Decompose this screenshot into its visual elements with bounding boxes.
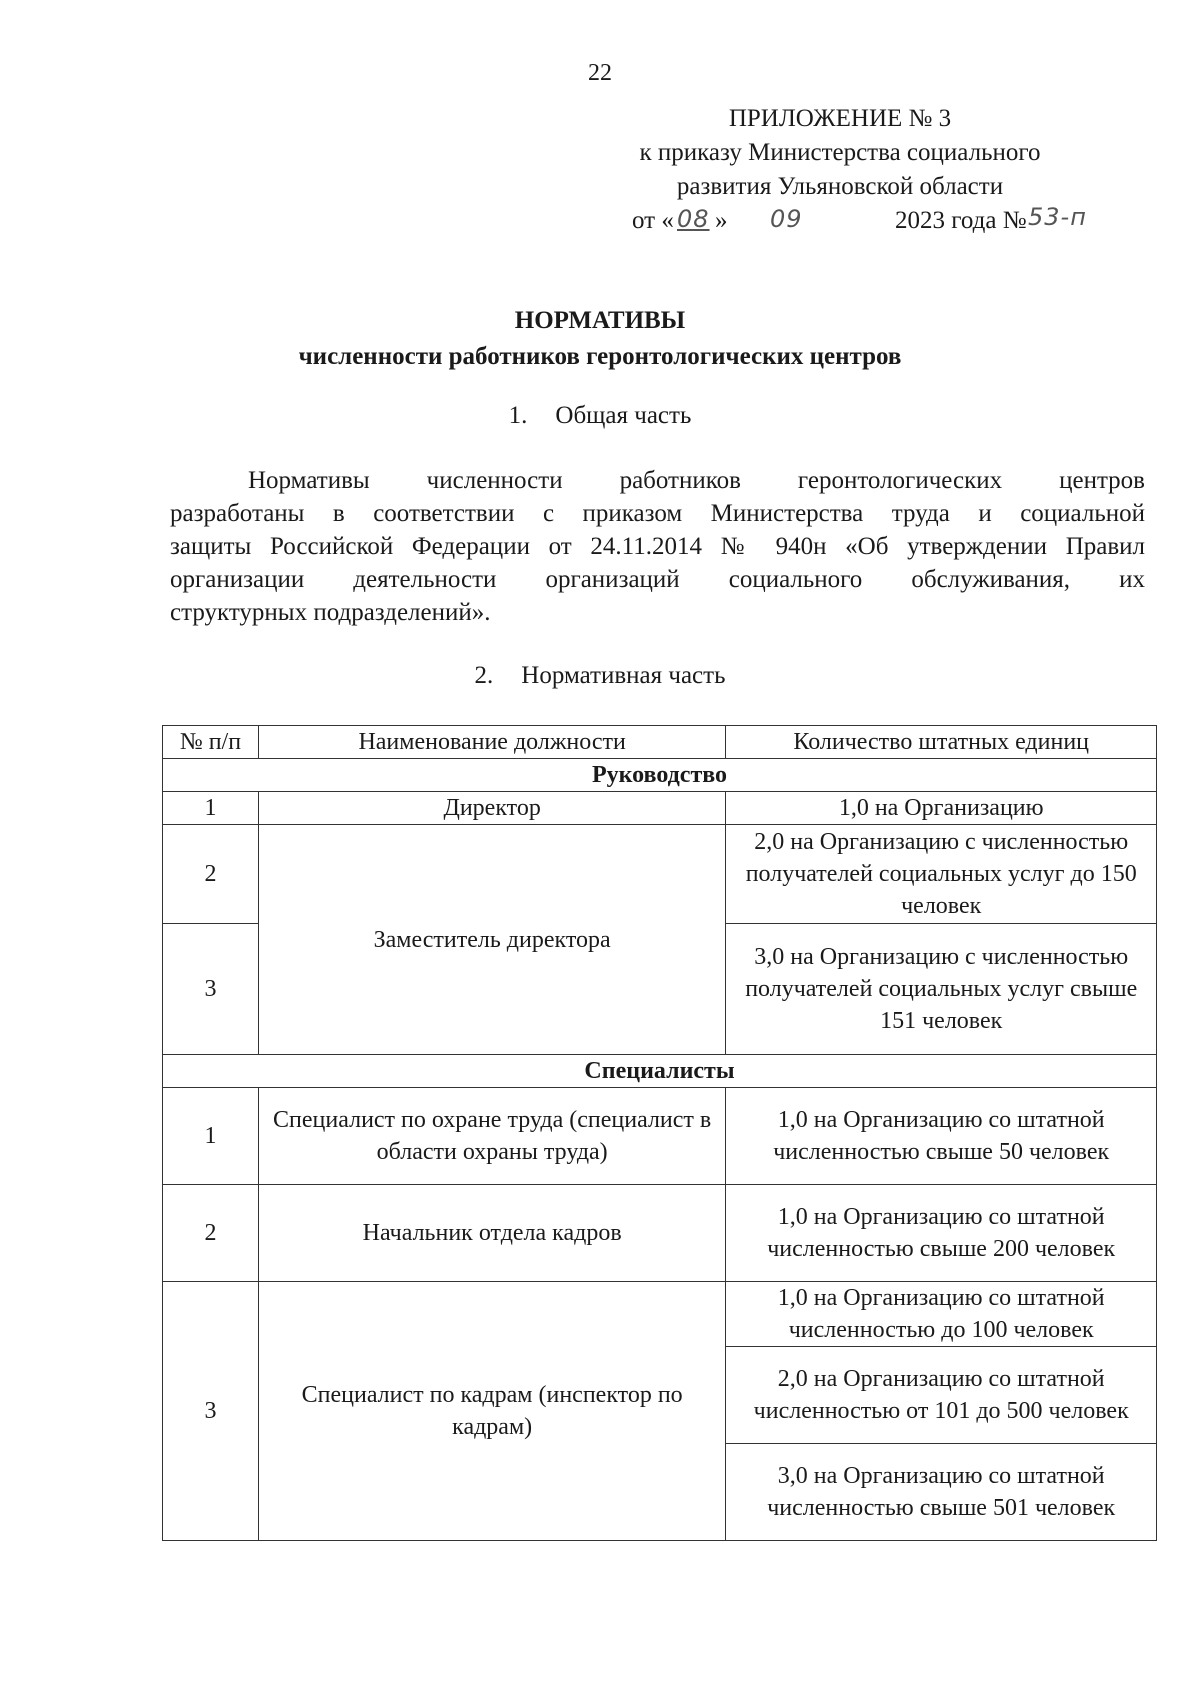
paragraph-line: защиты Российской Федерации от 24.11.2014 № 940н «Об утверждении Правил bbox=[170, 533, 1145, 560]
header-quantity: Количество штатных единиц bbox=[726, 726, 1157, 759]
norms-table bbox=[162, 725, 1157, 1541]
paragraph-line: Нормативы численности работников геронтологических центров bbox=[248, 467, 1145, 494]
page-number: 22 bbox=[588, 60, 612, 86]
row-number: 3 bbox=[163, 924, 259, 1055]
order-number: 53-п bbox=[1028, 203, 1087, 231]
section-1-number: 1. bbox=[508, 402, 528, 429]
date-month: 09 bbox=[770, 205, 803, 233]
row-quantity: 3,0 на Организацию со штатной численностью свыше 501 человек bbox=[726, 1444, 1157, 1541]
row-quantity: 2,0 на Организацию со штатной численностью от 101 до 500 человек bbox=[726, 1347, 1157, 1444]
appendix-line-1: к приказу Министерства социального bbox=[639, 139, 1041, 166]
section-2-number: 2. bbox=[474, 662, 494, 689]
row-quantity: 1,0 на Организацию со штатной численностью свыше 200 человек bbox=[726, 1185, 1157, 1282]
row-number: 2 bbox=[163, 1185, 259, 1282]
section-1-heading bbox=[0, 402, 1200, 430]
group-specialists: Специалисты bbox=[163, 1055, 1157, 1088]
row-quantity: 3,0 на Организацию с численностью получателей социальных услуг свыше 151 человек bbox=[726, 924, 1157, 1055]
section-2-title: Нормативная часть bbox=[521, 662, 726, 689]
section-2-heading bbox=[0, 662, 1200, 690]
row-quantity: 2,0 на Организацию с численностью получателей социальных услуг до 150 человек bbox=[726, 825, 1157, 924]
header-position: Наименование должности bbox=[258, 726, 726, 759]
row-quantity: 1,0 на Организацию со штатной численностью свыше 50 человек bbox=[726, 1088, 1157, 1185]
header-number: № п/п bbox=[163, 726, 259, 759]
table-row bbox=[163, 1185, 1157, 1282]
date-prefix: от « bbox=[632, 207, 674, 234]
row-number: 3 bbox=[163, 1282, 259, 1541]
appendix-title: ПРИЛОЖЕНИЕ № 3 bbox=[728, 105, 952, 132]
row-quantity: 1,0 на Организацию bbox=[726, 792, 1157, 825]
intro-paragraph bbox=[170, 464, 1145, 629]
row-number: 1 bbox=[163, 1088, 259, 1185]
title-sub: численности работников геронтологических центров bbox=[298, 343, 902, 370]
date-close: » bbox=[715, 207, 728, 234]
row-number: 1 bbox=[163, 792, 259, 825]
appendix-line-2: развития Ульяновской области bbox=[676, 173, 1004, 200]
table-row bbox=[163, 1088, 1157, 1185]
row-position: Специалист по охране труда (специалист в области охраны труда) bbox=[258, 1088, 726, 1185]
date-day: 08 bbox=[677, 205, 710, 233]
row-position: Заместитель директора bbox=[258, 825, 726, 1055]
title-main: НОРМАТИВЫ bbox=[514, 307, 686, 334]
paragraph-line: структурных подразделений». bbox=[170, 599, 491, 626]
row-quantity: 1,0 на Организацию со штатной численностью до 100 человек bbox=[726, 1282, 1157, 1347]
group-row bbox=[163, 1055, 1157, 1088]
paragraph-line: разработаны в соответствии с приказом Министерства труда и социальной bbox=[170, 500, 1145, 527]
row-number: 2 bbox=[163, 825, 259, 924]
row-position: Начальник отдела кадров bbox=[258, 1185, 726, 1282]
row-position: Директор bbox=[258, 792, 726, 825]
table-header-row bbox=[163, 726, 1157, 759]
table-row bbox=[163, 1282, 1157, 1347]
row-position: Специалист по кадрам (инспектор по кадрам) bbox=[258, 1282, 726, 1541]
appendix-header bbox=[600, 102, 1087, 238]
table-row bbox=[163, 825, 1157, 924]
group-management: Руководство bbox=[163, 759, 1157, 792]
table-row bbox=[163, 792, 1157, 825]
date-year: 2023 года № bbox=[895, 207, 1027, 234]
section-1-title: Общая часть bbox=[555, 402, 692, 429]
group-row bbox=[163, 759, 1157, 792]
document-title bbox=[0, 303, 1200, 375]
order-date-line bbox=[600, 203, 1087, 238]
paragraph-line: организации деятельности организаций социального обслуживания, их bbox=[170, 566, 1145, 593]
